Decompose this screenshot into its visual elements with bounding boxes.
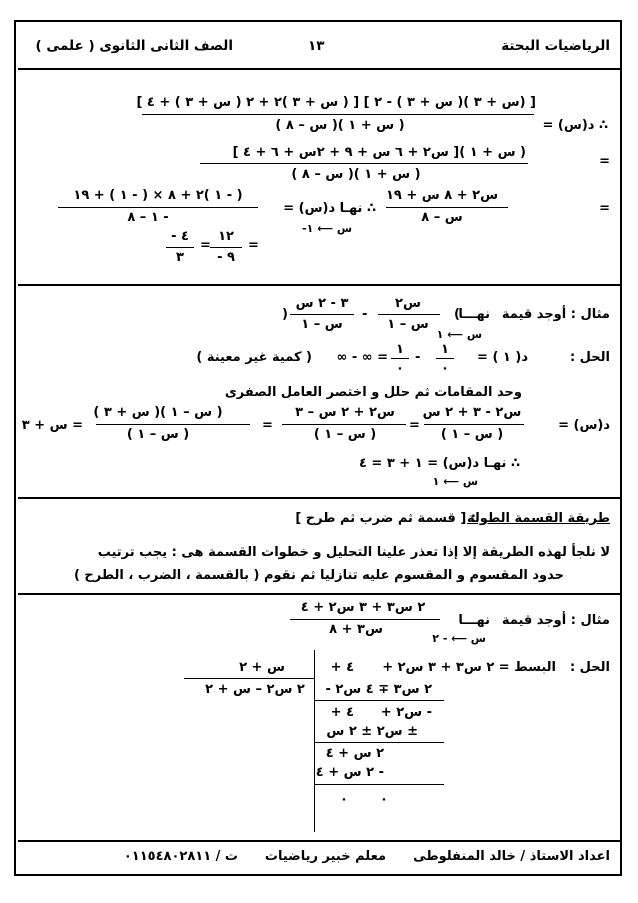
example2-subtract-1: ٢ س٣ ∓ ٤ س٢ - (325, 682, 432, 697)
long-division-rule-2: حدود المقسوم و المقسوم عليه تنازليا ثم نقوم ( بالقسمة ، الضرب ، الطرح ) (73, 568, 564, 583)
l3-fraction-bar (386, 207, 508, 208)
example2-fraction-bar (290, 619, 440, 620)
example1-minus: - (362, 307, 368, 322)
grade-label: الصف الثانى الثانوى ( علمى ) (35, 38, 233, 54)
l2-numerator: ( س + ١ )[ س٢ + ٦ س + ٩ + ٢س + ٦ + ٤ ] (232, 145, 526, 160)
example2-denominator: س٣ + ٨ (329, 622, 383, 637)
example1-unify: وحد المقامات ثم حلل و اختصر العامل الصفرى (224, 385, 522, 400)
l4-denominator-2: ٣ (176, 250, 184, 265)
example1-d-eq2: = (409, 418, 420, 433)
l4-fraction-bar (210, 247, 242, 248)
example1-solution-label: الحل : (569, 350, 610, 365)
l2-denominator: ( س + ١ )( س – ٨ ) (291, 167, 421, 182)
example1-d-num2: س٢ + ٢ س – ٣ (295, 405, 395, 420)
example1-final-arrow: س ⟵ ١ (432, 475, 478, 488)
example2-row3: ٢ س + ٤ (325, 746, 384, 761)
footer-author: اعداد الاستاذ / خالد المنفلوطى (413, 849, 610, 864)
example2-quotient: س + ٢ (239, 660, 285, 675)
subtract-bar-2 (314, 742, 444, 743)
example2-row4: - ٢ س + ٤ (315, 765, 384, 780)
example1-title: مثال : أوجد قيمة (501, 307, 610, 322)
example2-arrow: س ⟵ - ٢ (432, 632, 486, 645)
l4-fraction-bar-2 (166, 247, 194, 248)
l3-limit-arrow: س ⟵ ١- (302, 222, 352, 235)
l3-fraction-bar-2 (58, 207, 258, 208)
l4-denominator: ٩ - (217, 250, 235, 265)
section-divider-1 (18, 284, 620, 286)
subtract-bar-1 (314, 700, 444, 701)
example1-num-a: س٢ (395, 296, 421, 311)
example1-frac1-bar (436, 358, 454, 359)
example1-bar-b (290, 314, 354, 315)
example1-d-lhs: د(س) = (558, 418, 610, 433)
l3-denominator: س – ٨ (421, 210, 463, 225)
section-divider-2 (18, 497, 620, 499)
example2-row1-right: - س٢ + (380, 705, 432, 720)
example2-title: مثال : أوجد قيمة (501, 613, 610, 628)
example1-d-eq3: = (262, 418, 273, 433)
example1-d-den3: ( س – ١ ) (126, 427, 190, 442)
l1-fraction-bar (142, 114, 534, 115)
quotient-bar (184, 678, 314, 679)
example2-numerator-label: البسط = ٢ س٣ + ٣ س٢ + (382, 660, 556, 675)
long-division-rule-1: لا نلجأ لهذه الطريقة إلا إذا تعذر علينا التحليل و خطوات القسمة هى : يجب ترتيب (97, 545, 610, 560)
long-division-heading-tail: : [ قسمة ثم ضرب ثم طرح ] (295, 511, 476, 526)
example2-row1-left: ٤ + (330, 705, 354, 720)
example1-frac-minus: - (415, 350, 421, 365)
example2-lim: نهـــا (458, 613, 490, 628)
example1-bar-a (378, 314, 440, 315)
example1-arrow: س ⟵ ١ (436, 328, 482, 341)
example1-frac2-num: ١ (396, 342, 404, 357)
example2-divisor: ٢ س٢ – س + ٢ (205, 682, 305, 697)
example2-solution-label: الحل : (569, 660, 610, 675)
example1-d-end: = س + ٣ (21, 418, 83, 433)
example1-infinity: = ∞ - ∞ (336, 350, 388, 365)
l4-eq1: = (248, 238, 259, 253)
example1-num-b: ٣ - ٢ س (295, 296, 349, 311)
example1-open-paren: ( (454, 307, 460, 322)
subject-title: الرياضيات البحتة (501, 38, 610, 54)
example1-final: ∴ نهـا د(س) = ١ + ٣ = ٤ (358, 456, 520, 471)
remainder-b: ٠ (340, 792, 348, 807)
example1-d-bar3 (96, 424, 250, 425)
subtract-bar-3 (314, 784, 444, 785)
l1-lhs: ∴ د(س) = (542, 118, 608, 133)
long-division-heading: طريقة القسمة الطولة (467, 511, 610, 526)
example1-den-b: س – ١ (301, 317, 343, 332)
section-divider-3 (18, 593, 620, 595)
l1-denominator: ( س + ١ )( س – ٨ ) (275, 118, 405, 133)
l2-lhs: = (599, 154, 610, 169)
example1-d-den2: ( س – ١ ) (313, 427, 377, 442)
example1-d-bar2 (282, 424, 406, 425)
example2-row2: ± س٢ ± ٢ س (326, 724, 418, 739)
example1-d-bar1 (424, 424, 524, 425)
footer-phone: ت / ٠١١٥٤٨٠٢٨١١ (123, 849, 238, 864)
l4-numerator: ١٢ (218, 229, 234, 244)
example1-frac1-den: ٠ (441, 361, 449, 376)
example1-frac2-den: ٠ (396, 361, 404, 376)
l4-numerator-2: ٤ - (171, 229, 189, 244)
example1-frac2-bar (391, 358, 409, 359)
l3-numerator: س٢ + ٨ س + ١٩ (385, 188, 499, 203)
l3-lhs: = (599, 201, 610, 216)
l1-numerator: [ (س + ٣ )( س + ٣ ) - ٢ ] [ ( س + ٣ )٢ + ٢ ( س + ٣ ) + ٤ ] (136, 95, 536, 110)
example2-dividend-const: ٤ + (330, 660, 354, 675)
example1-den-a: س – ١ (387, 317, 429, 332)
footer-divider (18, 840, 620, 842)
example1-frac1-num: ١ (441, 342, 449, 357)
l2-fraction-bar (200, 163, 528, 164)
example1-d-num1: س٢ - ٣ + ٢ س (422, 405, 522, 420)
page-number: ١٣ (308, 38, 325, 54)
l3-limit: ∴ نهـا د(س) = (283, 201, 376, 216)
footer-role: معلم خبير رياضيات (264, 849, 386, 864)
example1-d-num3: ( س – ١ )( س + ٣ ) (93, 405, 223, 420)
l4-eq2: = (200, 238, 211, 253)
remainder-a: ٠ (380, 792, 388, 807)
l3-denominator-2: - ١ – ٨ (127, 210, 169, 225)
example1-close-paren: ) (282, 307, 288, 322)
l3-numerator-2: ( - ١ )٢ + ٨ × ( - ١ ) + ١٩ (73, 188, 243, 203)
division-vertical-line (314, 650, 315, 832)
example1-undefined: ( كمية غير معينة ) (196, 350, 312, 365)
example1-solution-text: د( ١ ) = (477, 350, 528, 365)
header-divider (18, 68, 620, 70)
example2-numerator: ٢ س٣ + ٣ س٢ + ٤ (300, 600, 426, 615)
example1-d-den1: ( س – ١ ) (440, 427, 504, 442)
example1-lim: نهـــا (458, 307, 490, 322)
